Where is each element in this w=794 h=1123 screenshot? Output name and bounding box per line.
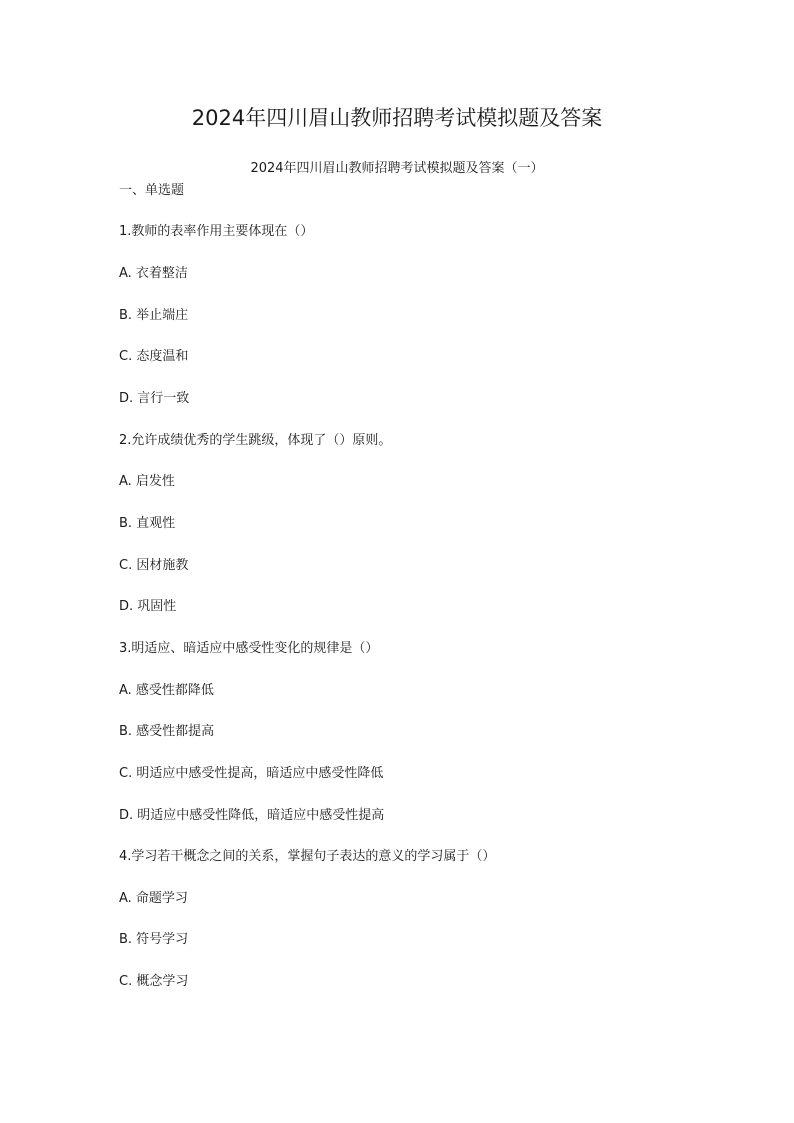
question-3-option-a: A. 感受性都降低 — [119, 683, 214, 698]
question-2-option-c: C. 因材施教 — [119, 558, 189, 573]
question-2-option-a: A. 启发性 — [119, 474, 175, 489]
question-1-option-c: C. 态度温和 — [119, 349, 189, 364]
question-4-option-b: B. 符号学习 — [119, 932, 189, 947]
question-4: 4.学习若干概念之间的关系，掌握句子表达的意义的学习属于（） — [119, 849, 496, 864]
question-3-option-b: B. 感受性都提高 — [119, 724, 215, 739]
question-1-option-a: A. 衣着整洁 — [119, 266, 188, 281]
section-heading: 一、单选题 — [119, 183, 185, 198]
question-4-option-a: A. 命题学习 — [119, 891, 188, 906]
question-1-option-b: B. 举止端庄 — [119, 308, 189, 323]
question-3-option-d: D. 明适应中感受性降低，暗适应中感受性提高 — [119, 808, 385, 823]
question-3-option-c: C. 明适应中感受性提高，暗适应中感受性降低 — [119, 766, 384, 781]
question-2-option-b: B. 直观性 — [119, 516, 176, 531]
question-2: 2.允许成绩优秀的学生跳级，体现了（）原则。 — [119, 433, 392, 448]
question-3: 3.明适应、暗适应中感受性变化的规律是（） — [119, 641, 379, 656]
document-title: 2024年四川眉山教师招聘考试模拟题及答案 — [191, 106, 603, 130]
question-4-option-c: C. 概念学习 — [119, 974, 189, 989]
question-2-option-d: D. 巩固性 — [119, 599, 177, 614]
question-1-option-d: D. 言行一致 — [119, 391, 190, 406]
document-subtitle: 2024年四川眉山教师招聘考试模拟题及答案（一） — [250, 161, 544, 176]
question-1: 1.教师的表率作用主要体现在（） — [119, 224, 314, 239]
